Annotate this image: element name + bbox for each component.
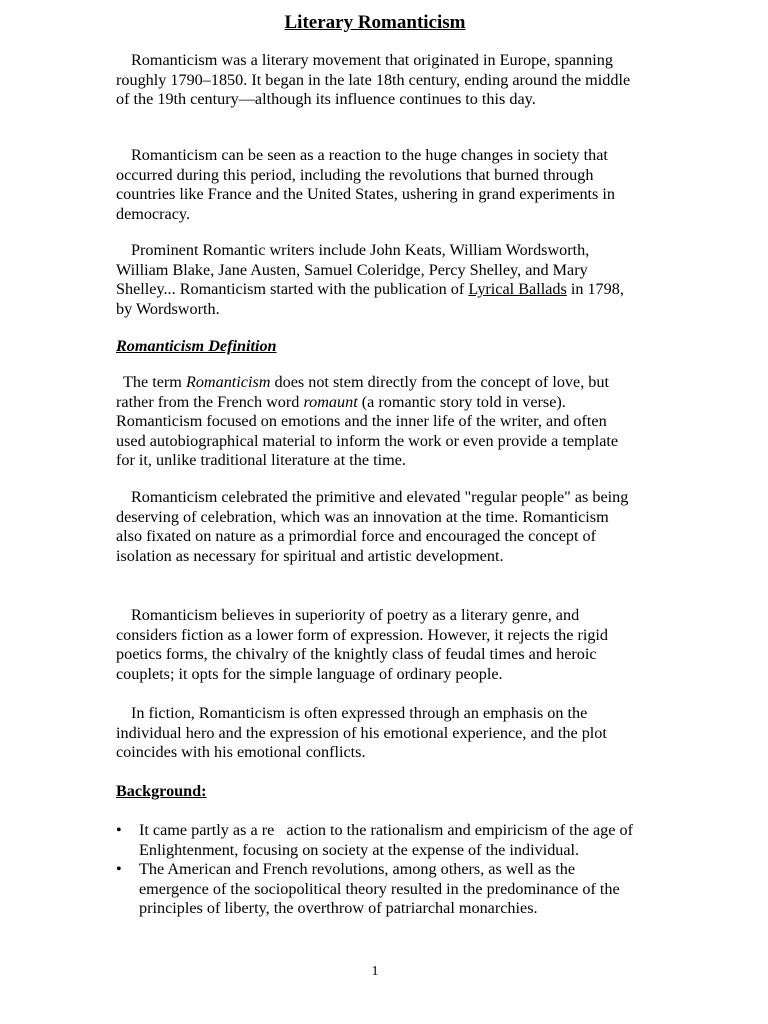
- page-number: 1: [371, 964, 379, 979]
- list-item: • The American and French revolutions, among others, as well as the emergence of the sociopolitical theory resulted in the predominance of the principles of liberty, the overthrow of patriarchal monarchies.: [116, 860, 620, 918]
- definition-paragraph: The term Romanticism does not stem directly from the concept of love, but rather from the French word romaunt (a romantic story told in verse). Romanticism focused on emotions and the inner life of the writer, and often used autobiographical material to inform the work or even provide a template for it, unlike traditional literature at the time.: [116, 373, 619, 470]
- primitive-paragraph: Romanticism celebrated the primitive and elevated "regular people" as being deserving of celebration, which was an innovation at the time. Romanticism also fixated on nature as a primordial force and encouraged the concept of isolation as necessary for spiritual and artistic development.: [116, 488, 629, 565]
- writers-paragraph: Prominent Romantic writers include John Keats, William Wordsworth, William Blake, Jane Austen, Samuel Coleridge, Percy Shelley, and Mary Shelley... Romanticism started with the publication of Lyrical Ballads in 1798, by Wordsworth.: [116, 241, 624, 318]
- definition-heading: Romanticism Definition: [116, 337, 277, 355]
- document-title: Literary Romanticism: [284, 12, 466, 33]
- fiction-paragraph: In fiction, Romanticism is often expressed through an emphasis on the individual hero and the expression of his emotional experience, and the plot coincides with his emotional conflicts.: [116, 704, 607, 762]
- background-heading: Background:: [116, 782, 207, 800]
- list-item: • It came partly as a re action to the rationalism and empiricism of the age of Enlightenment, focusing on society at the expense of the individual.: [116, 821, 638, 859]
- book-title-link: Lyrical Ballads: [468, 280, 567, 299]
- bullet-icon: •: [116, 821, 122, 839]
- poetry-paragraph: Romanticism believes in superiority of poetry as a literary genre, and considers fiction as a lower form of expression. However, it rejects the rigid poetics forms, the chivalry of the knightly class of feudal times and heroic couplets; it opts for the simple language of ordinary people.: [116, 606, 609, 683]
- bullet-icon: •: [116, 860, 122, 879]
- word-romaunt: romaunt: [303, 392, 358, 411]
- intro-paragraph-1: Romanticism was a literary movement that originated in Europe, spanning roughly 1790–1850. It began in the late 18th century, ending around the middle of the 19th century—although its influence continues to this day.: [116, 51, 631, 109]
- background-list: [116, 821, 636, 919]
- term-romanticism: Romanticism: [185, 373, 271, 391]
- intro-paragraph-2: Romanticism can be seen as a reaction to the huge changes in society that occurred during this period, including the revolutions that burned through countries like France and the United States, ushering in grand experiments in democracy.: [116, 146, 615, 223]
